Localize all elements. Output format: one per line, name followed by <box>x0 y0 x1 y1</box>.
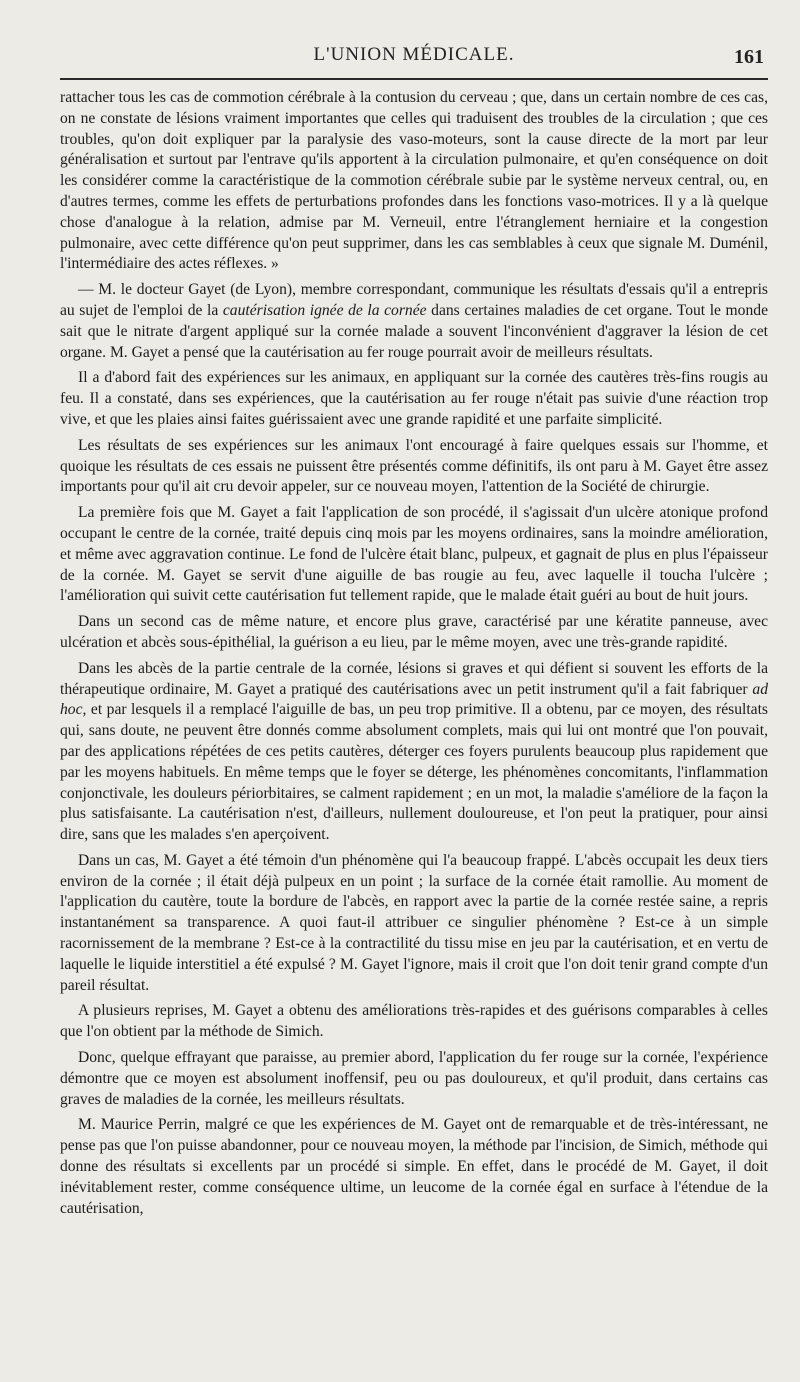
header-rule <box>60 78 768 80</box>
paragraph-8: Dans un cas, M. Gayet a été témoin d'un phénomène qui l'a beaucoup frappé. L'abcès occupait les deux tiers environ de la cornée ; il était déjà pulpeux en un point ; la surface de la cornée était ramollie. Au moment de l'application du cautère, toute la bordure de l'abcès, en rapport avec la partie de la cornée restée saine, a repris instantanément sa transparence. A quoi faut-il attribuer ce singulier phénomène ? Est-ce à un simple racornissement de la membrane ? Est-ce à la contractilité du tissu mise en jeu par la cautérisation, et en vertu de laquelle le liquide interstitiel a été expulsé ? M. Gayet l'ignore, mais il croit que l'on doit tenir grand compte d'un pareil résultat. <box>60 851 768 994</box>
page-header <box>60 40 768 74</box>
paragraph-7-italic: ad hoc, <box>60 680 768 719</box>
paragraph-5: La première fois que M. Gayet a fait l'application de son procédé, il s'agissait d'un ulcère atonique profond occupant le centre de la cornée, traité depuis cinq mois par les moyens ordinaires, sans la moindre amélioration, et même avec aggravation continue. Le fond de l'ulcère était blanc, pulpeux, et gagnait de plus en plus l'épaisseur de la cornée. M. Gayet se servit d'une aiguille de bas rougie au feu, avec laquelle il toucha l'ulcère ; l'amélioration qui suivit cette cautérisation fut tellement rapide, que le malade était guéri au bout de huit jours. <box>60 504 768 605</box>
paragraph-2-text-a: — M. le docteur Gayet (de Lyon), membre correspondant, communique les résultats d'essais qu'il a entrepris au sujet de l'emploi de la <box>60 281 768 319</box>
paragraph-6: Dans un second cas de même nature, et encore plus grave, caractérisé par une kératite panneuse, avec ulcération et abcès sous-épithélial, la guérison a eu lieu, par le même moyen, avec une très-grande rapidité. <box>60 613 768 651</box>
paragraph-3: Il a d'abord fait des expériences sur les animaux, en appliquant sur la cornée des cautères très-fins rougis au feu. Il a constaté, dans ses expériences, que la cautérisation au fer rouge n'était pas suivie d'une réaction trop vive, et que les plaies ainsi faites guérissaient avec une grande rapidité et une parfaite simplicité. <box>60 369 768 428</box>
paragraph-7 <box>60 659 768 846</box>
paragraph-1: rattacher tous les cas de commotion cérébrale à la contusion du cerveau ; que, dans un certain nombre de ces cas, on ne constate de lésions vraiment importantes que celles qui traduisent des troubles de la circulation ; que ces troubles, qu'on doit expliquer par la paralysie des vaso-moteurs, sont la cause directe de la mort par leur généralisation et surtout par l'entrave qu'ils apportent à la circulation pulmonaire, et qu'en conséquence on doit les considérer comme la caractéristique de la commotion cérébrale subie par le système nerveux central, ou, en d'autres termes, comme les effets de perturbations profondes dans les fonctions vaso-motrices. Il y a là quelque chose d'analogue à la relation, admise par M. Verneuil, entre l'étranglement herniaire et la congestion pulmonaire, avec cette différence qu'on peut supprimer, dans les cas semblables à ceux que signale M. Duménil, l'intermédiaire des actes réflexes. » <box>60 89 768 273</box>
page-number: 161 <box>734 46 764 68</box>
running-title: L'UNION MÉDICALE. <box>313 44 515 65</box>
paragraph-4: Les résultats de ses expériences sur les animaux l'ont encouragé à faire quelques essais sur l'homme, et quoique les résultats de ces essais ne puissent être présentés comme définitifs, ils ont paru à M. Gayet être assez importants pour qu'il ait cru devoir appeler, sur ce nouveau moyen, l'attention de la Société de chirurgie. <box>60 436 768 496</box>
paragraph-2 <box>60 280 768 363</box>
paragraph-7-text-a: Dans les abcès de la partie centrale de la cornée, lésions si graves et qui défient si souvent les efforts de la thérapeutique ordinaire, M. Gayet a pratiqué des cautérisations avec un petit instrument qu'il a fait fabriquer <box>60 659 768 698</box>
paragraph-7-text-b: et par lesquels il a remplacé l'aiguille de bas, un peu trop primitive. Il a obtenu, par ce moyen, des résultats qui, sans doute, ne peuvent être donnés comme absolument complets, mais qui lui ont montré que l'on pouvait, par des applications répétées de ces petits cautères, déterger ces foyers purulents beaucoup plus rapidement que par les moyens habituels. En même temps que le foyer se déterge, les phénomènes concomitants, l'inflammation conjonctivale, les douleurs périorbitaires, se calment rapidement ; en un mot, la maladie s'améliore de la façon la plus satisfaisante. La cautérisation n'est, d'ailleurs, nullement douloureuse, et l'on peut la pratiquer, pour ainsi dire, sans que les malades s'en aperçoivent. <box>60 701 768 844</box>
paragraph-9: A plusieurs reprises, M. Gayet a obtenu des améliorations très-rapides et des guérisons comparables à celles que l'on obtient par la méthode de Simich. <box>60 1002 768 1041</box>
paragraph-2-italic: cautérisation ignée de la cornée <box>222 301 427 319</box>
article-body <box>60 88 768 1224</box>
paragraph-2-text-b: dans certaines maladies de cet organe. Tout le monde sait que le nitrate d'argent appliqué sur la cornée malade a souvent l'inconvénient d'aggraver la lésion de cet organe. M. Gayet a pensé que la cautérisation au fer rouge pourrait avoir de meilleurs résultats. <box>60 301 768 361</box>
paragraph-11: M. Maurice Perrin, malgré ce que les expériences de M. Gayet ont de remarquable et de très-intéressant, ne pense pas que l'on puisse abandonner, pour ce nouveau moyen, la méthode par l'incision, de Simich, méthode qui donne des résultats si excellents par un procédé si simple. En effet, dans le procédé de M. Gayet, il doit inévitablement rester, comme conséquence ultime, un leucome de la cornée égal en surface à l'étendue de la cautérisation, <box>60 1116 768 1217</box>
paragraph-10: Donc, quelque effrayant que paraisse, au premier abord, l'application du fer rouge sur la cornée, l'expérience démontre que ce moyen est absolument inoffensif, peu ou pas douloureux, et qu'il produit, dans certains cas graves de maladies de la cornée, les meilleurs résultats. <box>60 1049 768 1108</box>
